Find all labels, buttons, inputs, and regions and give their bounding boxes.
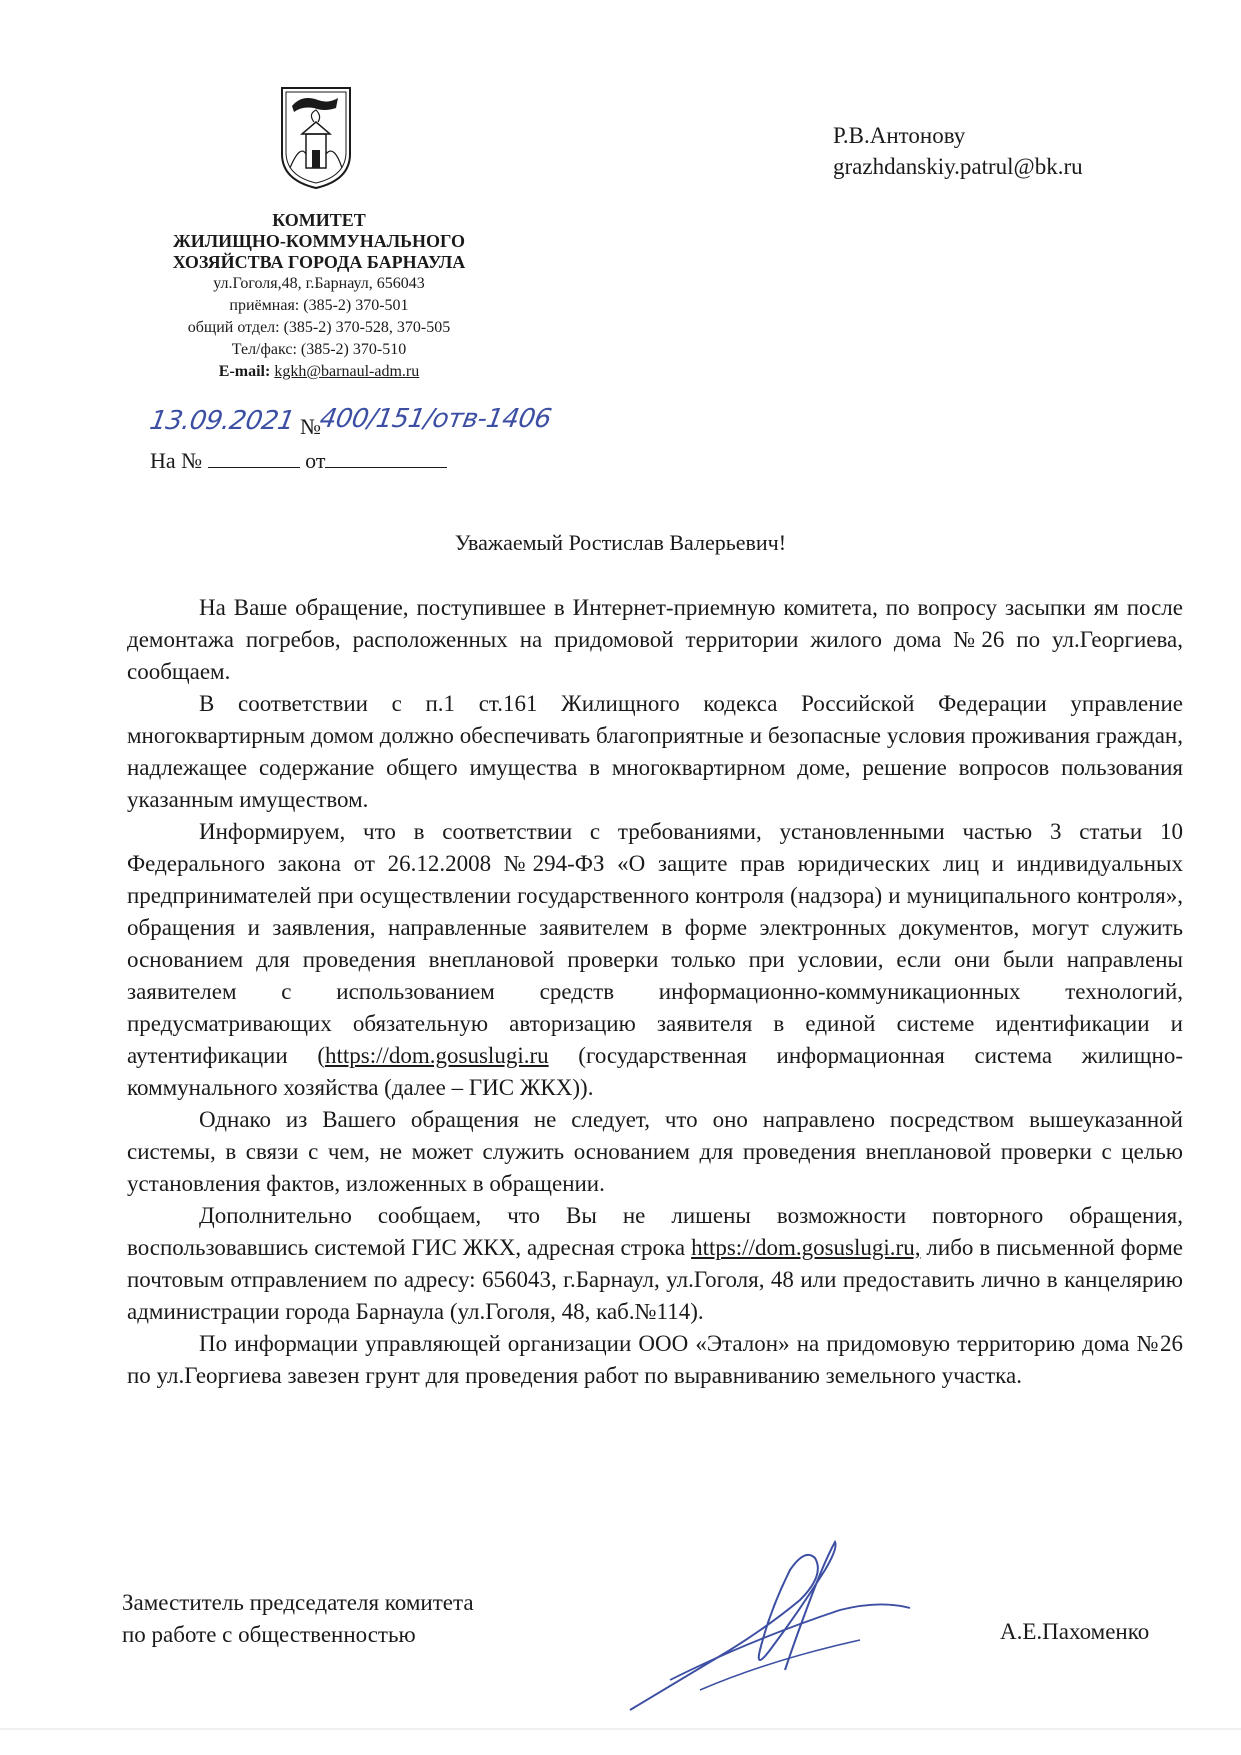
paragraph-5 — [127, 1200, 1183, 1328]
org-tel-fax: Тел/факс: (385-2) 370-510 — [231, 341, 407, 358]
reference-line — [150, 448, 447, 474]
ref-number-blank — [208, 449, 300, 468]
org-address: ул.Гоголя,48, г.Барнаул, 656043 — [213, 275, 425, 292]
paragraph-5-text-a: Дополнительно сообщаем, что Вы не лишены возможности повторного обращения, воспользовавшись системой ГИС ЖКХ, адресная строка — [127, 1203, 1183, 1260]
letter-body — [127, 592, 1183, 1392]
org-general-dept-phone: общий отдел: (385-2) 370-528, 370-505 — [187, 319, 451, 336]
org-reception-phone: приёмная: (385-2) 370-501 — [229, 297, 409, 314]
registration-line — [147, 404, 610, 446]
recipient-email: grazhdanskiy.patrul@bk.ru — [833, 154, 1083, 179]
signatory-title-line2: по работе с общественностью — [122, 1622, 416, 1647]
org-name-line1: КОМИТЕТ — [272, 210, 366, 230]
paragraph-3-text-b: (государственная информационная система жилищно-коммунального хозяйства (далее – ГИС ЖКХ)). — [127, 1043, 1183, 1100]
ref-prefix: На № — [150, 448, 203, 473]
recipient-block — [833, 120, 1083, 182]
signatory-name: А.Е.Пахоменко — [1000, 1619, 1150, 1644]
recipient-name: Р.В.Антонову — [833, 123, 966, 148]
page-bottom-edge — [0, 1728, 1241, 1730]
paragraph-3-text-a: Информируем, что в соответствии с требованиями, установленными частью 3 статьи 10 Федерального закона от 26.12.2008 №294-ФЗ «О защите прав юридических лиц и индивидуальных предпринимателей при осуществлении государственного контроля (надзора) и муниципального контроля», обращения и заявления, направленные заявителем в форме электронных документов, могут служить основанием для проведения внеплановой проверки только при условии, если они были направлены заявителем с использованием средств информационно-коммуникационных технологий, предусматривающих обязательную авторизацию заявителя в единой системе идентификации и аутентификации ( — [127, 819, 1183, 1068]
gis-link-1[interactable]: https://dom.gosuslugi.ru — [324, 1043, 549, 1068]
paragraph-3 — [127, 816, 1183, 1104]
paragraph-2: В соответствии с п.1 ст.161 Жилищного кодекса Российской Федерации управление многоквартирным домом должно обеспечивать благоприятные и безопасные условия проживания граждан, надлежащее содержание общего имущества в многоквартирном доме, решение вопросов пользования указанным имуществом. — [127, 691, 1183, 812]
ref-from-label: от — [305, 448, 326, 473]
gis-link-2[interactable]: https://dom.gosuslugi.ru, — [691, 1235, 921, 1260]
org-email-row — [133, 361, 505, 383]
paragraph-6: По информации управляющей организации ООО «Эталон» на придомовую территорию дома №26 по ул.Георгиева завезен грунт для проведения работ по выравниванию земельного участка. — [127, 1331, 1183, 1388]
paragraph-1: На Ваше обращение, поступившее в Интернет-приемную комитета, по вопросу засыпки ям после демонтажа погребов, расположенных на придомовой территории жилого дома №26 по ул.Георгиева, сообщаем. — [127, 595, 1183, 684]
handwritten-signature-icon — [610, 1530, 930, 1720]
ref-date-blank — [325, 449, 447, 468]
org-name-line3: ХОЗЯЙСТВА ГОРОДА БАРНАУЛА — [172, 252, 466, 272]
org-name-line2: ЖИЛИЩНО-КОММУНАЛЬНОГО — [172, 231, 466, 251]
city-coat-of-arms-icon — [278, 84, 354, 192]
email-label: E-mail: — [218, 363, 271, 380]
signatory-title-line1: Заместитель председателя комитета — [122, 1590, 474, 1615]
signatory-title — [122, 1587, 474, 1651]
paragraph-5-text-b: либо в письменной форме почтовым отправлением по адресу: 656043, г.Барнаул, ул.Гоголя, 48 или предоставить лично в канцелярию администрации города Барнаула (ул.Гоголя, 48, каб.№114). — [127, 1235, 1184, 1324]
sender-header — [133, 210, 505, 383]
paragraph-4: Однако из Вашего обращения не следует, что оно направлено посредством вышеуказанной системы, в связи с чем, не может служить основанием для проведения внеплановой проверки с целью установления фактов, изложенных в обращении. — [127, 1107, 1183, 1196]
org-email-link[interactable]: kgkh@barnaul-adm.ru — [274, 363, 420, 380]
number-sign: № — [300, 414, 321, 439]
handwritten-date: 13.09.2021 — [147, 406, 297, 436]
handwritten-reg-number: 400/151/отв-1406 — [317, 404, 554, 434]
salutation: Уважаемый Ростислав Валерьевич! — [454, 530, 787, 555]
